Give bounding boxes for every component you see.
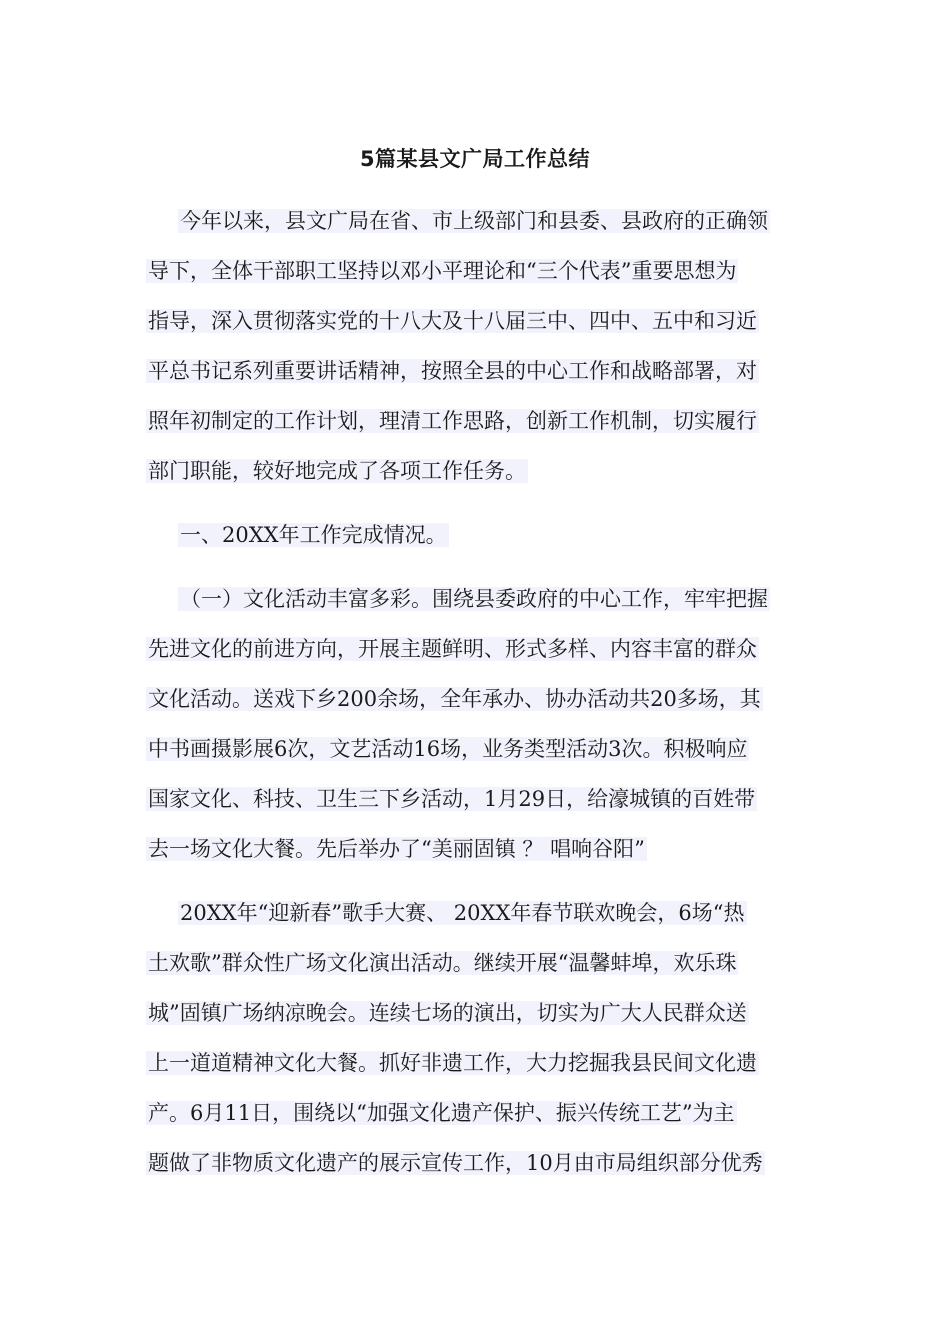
paragraph-line: 城”固镇广场纳凉晚会。连续七场的演出，切实为广大人民群众送 bbox=[148, 1001, 747, 1025]
paragraph-line: 照年初制定的工作计划，理清工作思路，创新工作机制，切实履行 bbox=[148, 409, 757, 433]
paragraph-line: 中书画摄影展6次，文艺活动16场，业务类型活动3次。积极响应 bbox=[148, 737, 748, 761]
paragraph-line: 土欢歌”群众性广场文化演出活动。继续开展“温馨蚌埠，欢乐珠 bbox=[148, 951, 737, 975]
paragraph-line: 国家文化、科技、卫生三下乡活动，1月29日，给濠城镇的百姓带 bbox=[148, 787, 756, 811]
paragraph-line: 上一道道精神文化大餐。抓好非遗工作，大力挖掘我县民间文化遗 bbox=[148, 1051, 757, 1075]
section-heading: 一、20XX年工作完成情况。 bbox=[180, 523, 447, 547]
paragraph-line: 20XX年“迎新春”歌手大赛、 20XX年春节联欢晚会，6场“热 bbox=[180, 901, 745, 925]
paragraph-line: 去一场文化大餐。先后举办了“美丽固镇 ？ 唱响谷阳” bbox=[148, 837, 645, 861]
document-title: 5篇某县文广局工作总结 bbox=[359, 147, 591, 171]
paragraph-line: 今年以来，县文广局在省、市上级部门和县委、县政府的正确领 bbox=[180, 209, 768, 233]
paragraph-line: （一）文化活动丰富多彩。围绕县委政府的中心工作，牢牢把握 bbox=[180, 587, 768, 611]
paragraph-line: 文化活动。送戏下乡200余场，全年承办、协办活动共20多场，其 bbox=[148, 687, 761, 711]
paragraph-line: 产。6月11日，围绕以“加强文化遗产保护、振兴传统工艺”为主 bbox=[148, 1101, 735, 1125]
paragraph-line: 导下，全体干部职工坚持以邓小平理论和“三个代表”重要思想为 bbox=[148, 259, 737, 283]
paragraph-line: 指导，深入贯彻落实党的十八大及十八届三中、四中、五中和习近 bbox=[148, 309, 757, 333]
paragraph-line: 部门职能，较好地完成了各项工作任务。 bbox=[148, 459, 526, 483]
paragraph-line: 题做了非物质文化遗产的展示宣传工作，10月由市局组织部分优秀 bbox=[148, 1151, 763, 1175]
paragraph-line: 平总书记系列重要讲话精神，按照全县的中心工作和战略部署，对 bbox=[148, 359, 757, 383]
paragraph-line: 先进文化的前进方向，开展主题鲜明、形式多样、内容丰富的群众 bbox=[148, 637, 757, 661]
